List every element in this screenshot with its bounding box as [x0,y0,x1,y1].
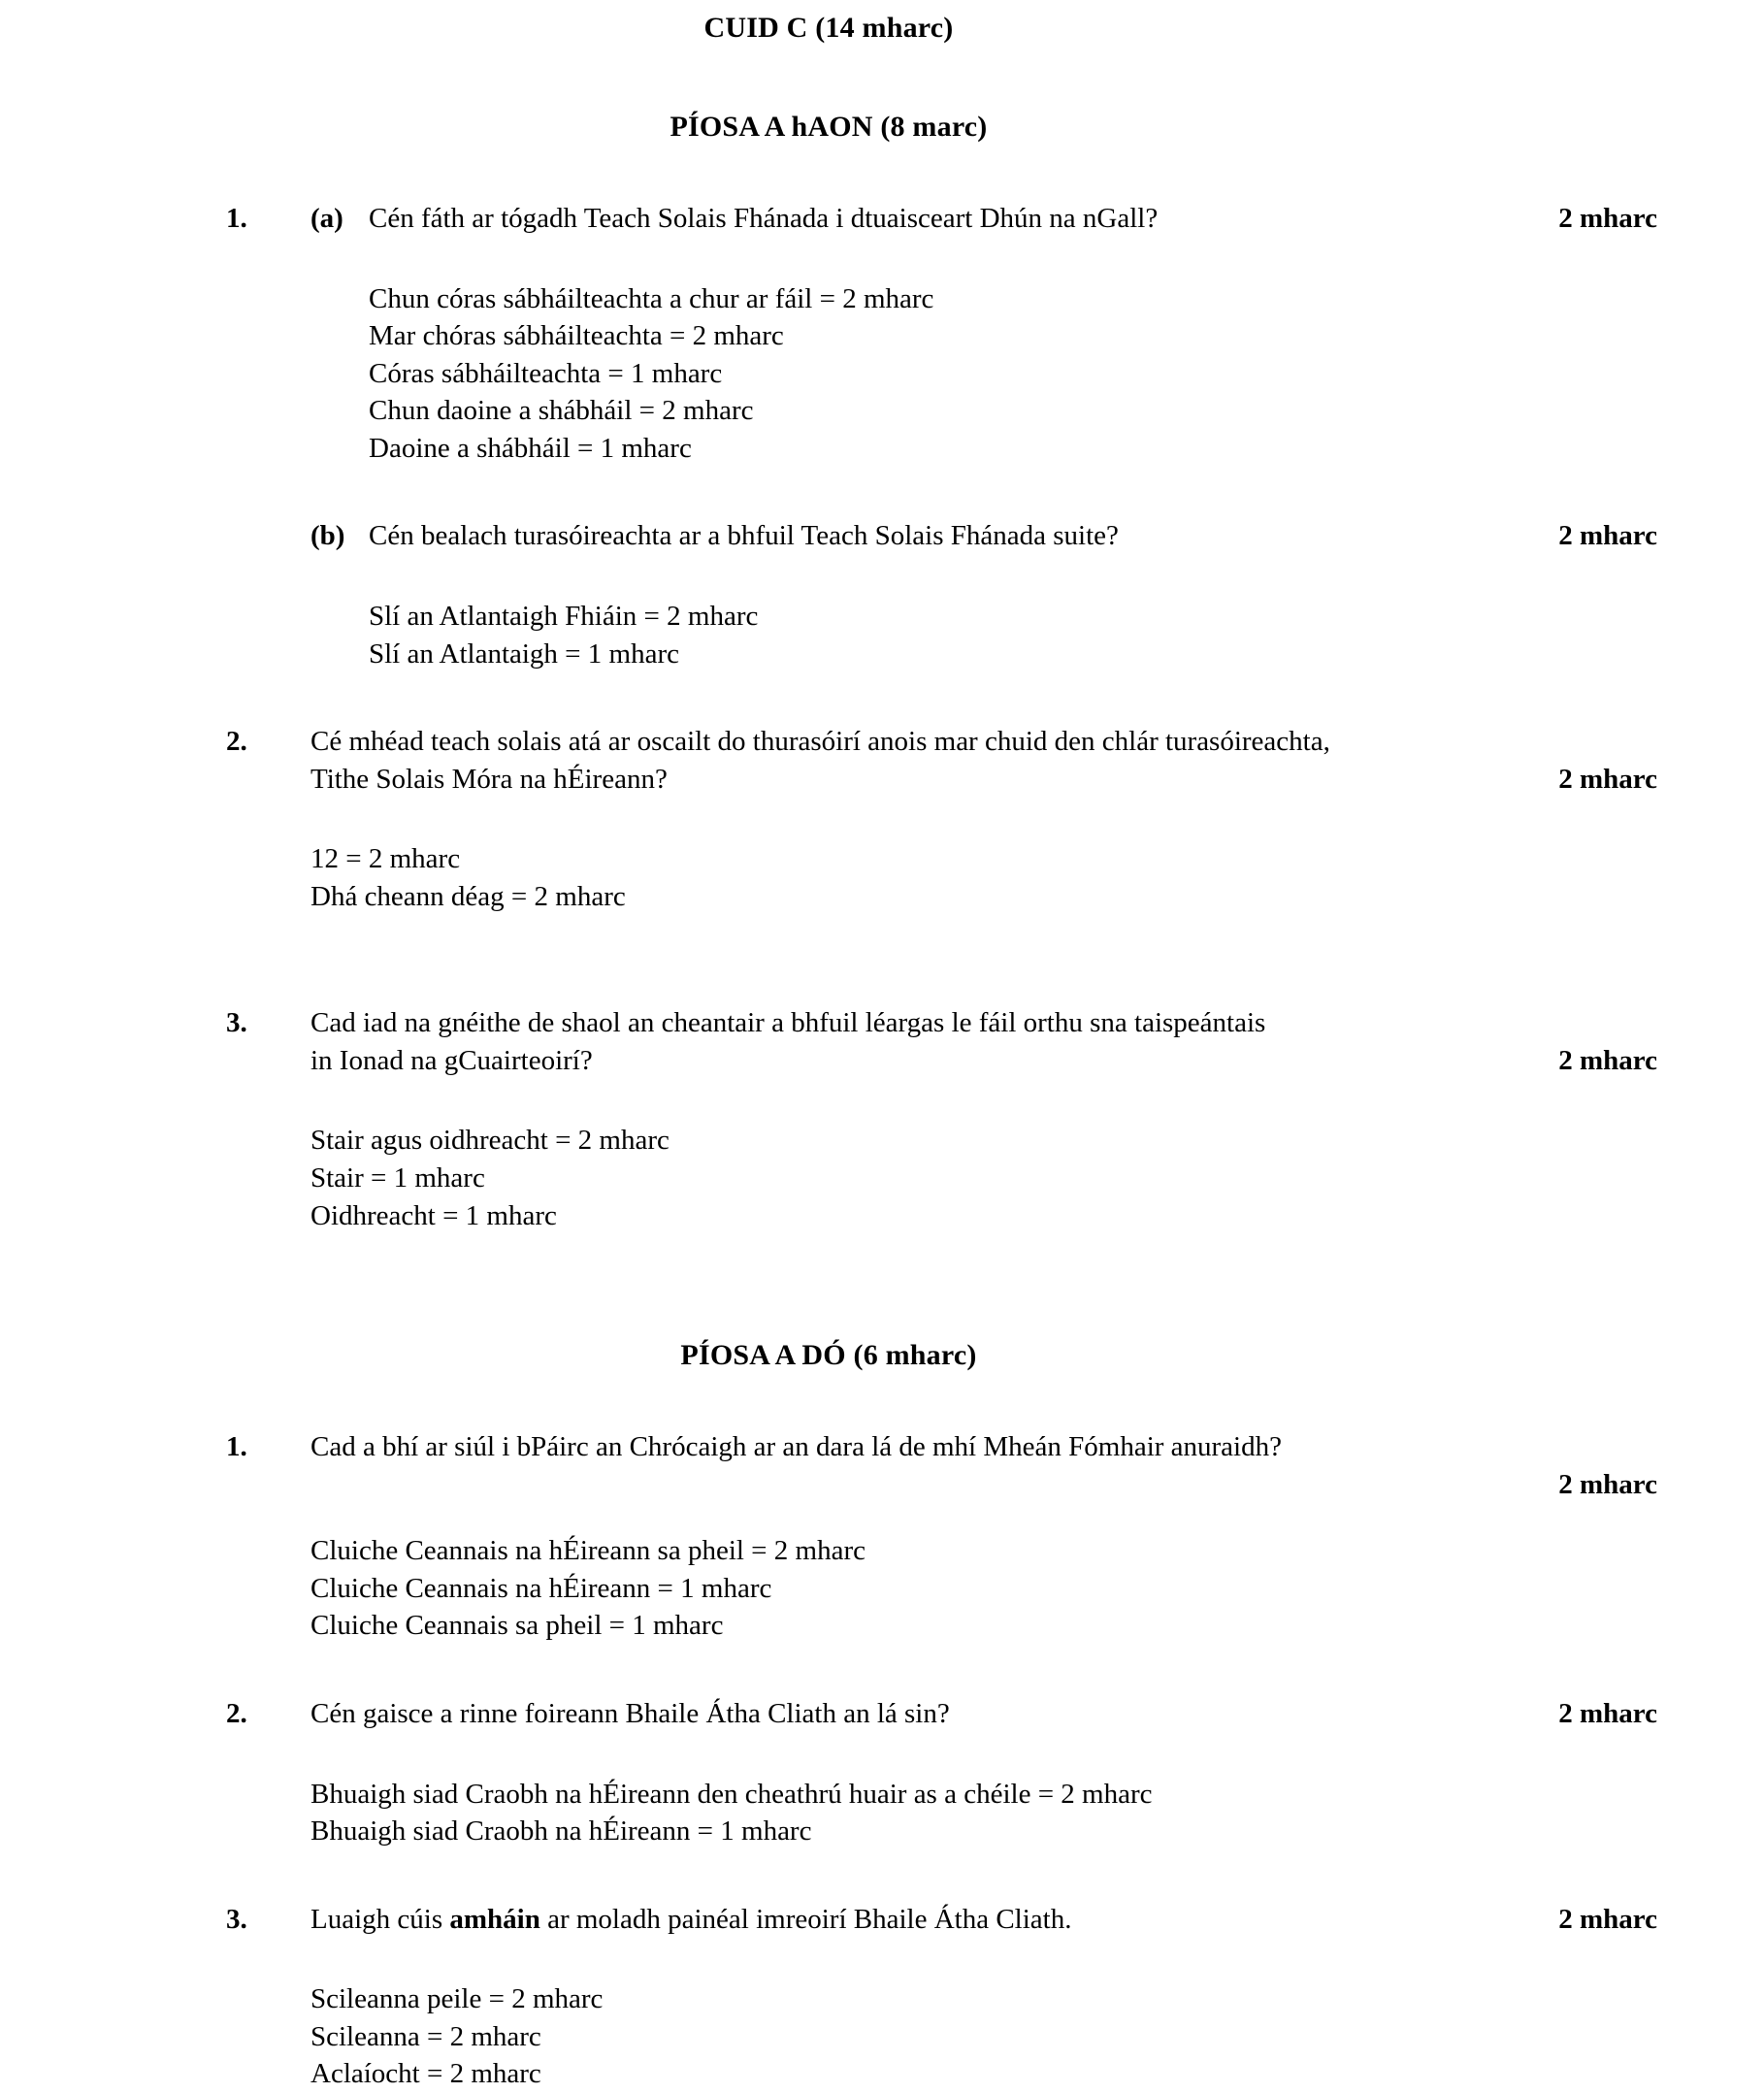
question-1-number: 1. [226,203,247,234]
question-1 [0,200,1657,672]
question-3-marks: 2 mharc [1558,1044,1657,1076]
answer-line: Oidhreacht = 1 mharc [310,1199,557,1231]
question-2 [0,723,1657,915]
part-heading-piosa-a-do: PÍOSA A DÓ (6 mharc) [680,1339,977,1372]
question-2-line-1 [0,723,1657,761]
answer-line: Aclaíocht = 2 mharc [310,2058,541,2090]
question-2-marks: 2 mharc [1558,763,1657,795]
piosa2-question-3-line-1 [0,1901,1657,1939]
question-3-line-2 [0,1042,1657,1080]
piosa2-question-3-marks: 2 mharc [1558,1903,1657,1935]
piosa2-question-2-number: 2. [226,1697,247,1729]
answer-line: Chun daoine a shábháil = 2 mharc [369,395,754,427]
question-3-text-line-2: in Ionad na gCuairteoirí? [310,1044,593,1076]
piosa2-question-3-number: 3. [226,1903,247,1935]
answer-line: Cluiche Ceannais sa pheil = 1 mharc [310,1610,724,1642]
answer-line: Bhuaigh siad Craobh na hÉireann = 1 mharc [310,1815,812,1848]
piosa2-question-3-text-prefix: Luaigh cúis [310,1903,450,1935]
piosa2-question-2-marks: 2 mharc [1558,1697,1657,1729]
piosa2-question-1-text: Cad a bhí ar siúl i bPáirc an Chrócaigh ar an dara lá de mhí Mheán Fómhair anuraidh? [310,1431,1282,1463]
answer-line: Mar chóras sábháilteachta = 2 mharc [369,320,784,352]
piosa2-question-3-text [310,1904,1071,1935]
piosa2-question-2-line-1 [0,1695,1657,1733]
question-2-number: 2. [226,726,247,758]
piosa2-question-1-line-1 [0,1428,1657,1466]
part-heading-piosa-a-haon: PÍOSA A hAON (8 marc) [670,111,988,143]
exam-marking-scheme-page [0,14,1764,2093]
answer-line: Dhá cheann déag = 2 mharc [310,880,626,912]
piosa2-question-3 [0,1901,1657,2093]
answer-line: Scileanna = 2 mharc [310,2020,541,2052]
piosa2-question-1-number: 1. [226,1431,247,1463]
section-heading-cuid-c: CUID C (14 mharc) [703,12,954,44]
answer-line: Córas sábháilteachta = 1 mharc [369,357,723,389]
answer-line: Chun córas sábháilteachta a chur ar fáil = 2 mharc [369,282,934,314]
question-3-line-1 [0,1004,1657,1042]
answer-line: Slí an Atlantaigh Fhiáin = 2 mharc [369,600,759,632]
question-2-text-line-1: Cé mhéad teach solais atá ar oscailt do thurasóirí anois mar chuid den chlár turasóireachta, [310,726,1330,758]
piosa2-question-3-text-suffix: ar moladh painéal imreoirí Bhaile Átha Cliath. [539,1903,1072,1935]
question-1b-label: (b) [310,520,345,552]
piosa2-question-3-text-emphasis: amháin [449,1903,540,1935]
answer-line: Cluiche Ceannais na hÉireann sa pheil = 2 mharc [310,1535,866,1567]
answer-line: Scileanna peile = 2 mharc [310,1983,604,2015]
answer-line: Stair = 1 mharc [310,1162,485,1194]
question-1b-line [0,517,1657,555]
answer-line: Stair agus oidhreacht = 2 mharc [310,1125,670,1157]
question-3-text-line-1: Cad iad na gnéithe de shaol an cheantair a bhfuil léargas le fáil orthu sna taispeántais [310,1007,1266,1039]
question-1b-marks: 2 mharc [1558,520,1657,552]
question-2-line-2 [0,761,1657,799]
answer-line: 12 = 2 mharc [310,843,461,875]
piosa2-question-2 [0,1695,1657,1850]
question-1a-marks: 2 mharc [1558,203,1657,234]
question-1a-label: (a) [310,203,343,234]
piosa2-question-2-text: Cén gaisce a rinne foireann Bhaile Átha Cliath an lá sin? [310,1697,950,1729]
question-2-text-line-2: Tithe Solais Móra na hÉireann? [310,763,668,795]
answer-line: Bhuaigh siad Craobh na hÉireann den cheathrú huair as a chéile = 2 mharc [310,1778,1153,1810]
answer-line: Cluiche Ceannais na hÉireann = 1 mharc [310,1572,772,1604]
question-1a-line [0,200,1657,238]
question-3 [0,1004,1657,1234]
answer-line: Daoine a shábháil = 1 mharc [369,432,692,464]
piosa2-question-1-marks: 2 mharc [1558,1468,1657,1500]
answer-line: Slí an Atlantaigh = 1 mharc [369,638,679,670]
piosa2-question-1 [0,1428,1657,1645]
question-1a-text: Cén fáth ar tógadh Teach Solais Fhánada i dtuaisceart Dhún na nGall? [369,203,1159,234]
question-3-number: 3. [226,1007,247,1039]
question-1b-text: Cén bealach turasóireachta ar a bhfuil Teach Solais Fhánada suite? [369,520,1119,552]
